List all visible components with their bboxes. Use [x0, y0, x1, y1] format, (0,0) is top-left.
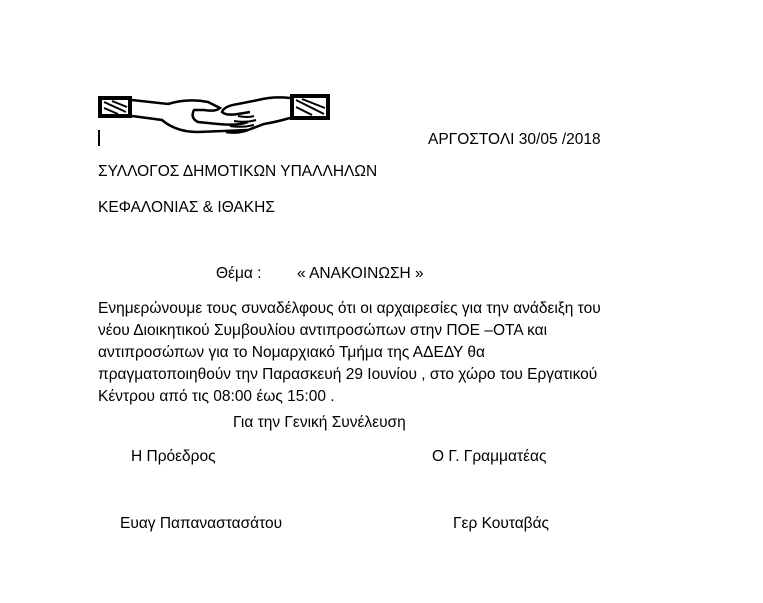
subject-label: Θέμα : [216, 265, 262, 282]
organization-name-line1: ΣΥΛΛΟΓΟΣ ΔΗΜΟΤΙΚΩΝ ΥΠΑΛΛΗΛΩΝ [98, 163, 378, 180]
organization-name-line2: ΚΕΦΑΛΟΝΙΑΣ & ΙΘΑΚΗΣ [98, 199, 275, 216]
date-line: ΑΡΓΟΣΤΟΛΙ 30/05 /2018 [428, 131, 601, 148]
body-line: νέου Διοικητικού Συμβουλίου αντιπροσώπων στην ΠΟΕ –ΟΤΑ και [98, 322, 548, 339]
body-line: πραγματοποιηθούν την Παρασκευή 29 Ιουνίου , στο χώρο του Εργατικού [98, 366, 598, 383]
secretary-name: Γερ Κουταβάς [453, 515, 550, 532]
text-cursor [98, 130, 100, 146]
handshake-logo [98, 90, 344, 138]
subject-value: « ΑΝΑΚΟΙΝΩΣΗ » [297, 265, 424, 282]
closing-line: Για την Γενική Συνέλευση [233, 414, 406, 431]
body-line: Κέντρου από τις 08:00 έως 15:00 . [98, 388, 335, 405]
announcement-body [98, 298, 658, 408]
handshake-icon [98, 90, 344, 138]
body-line: Ενημερώνουμε τους συναδέλφους ότι οι αρχαιρεσίες για την ανάδειξη του [98, 300, 601, 317]
body-line: αντιπροσώπων για το Νομαρχιακό Τμήμα της ΑΔΕΔΥ θα [98, 344, 485, 361]
president-name: Ευαγ Παπαναστασάτου [120, 515, 283, 532]
secretary-title: Ο Γ. Γραμματέας [432, 448, 547, 465]
president-title: Η Πρόεδρος [131, 448, 216, 465]
